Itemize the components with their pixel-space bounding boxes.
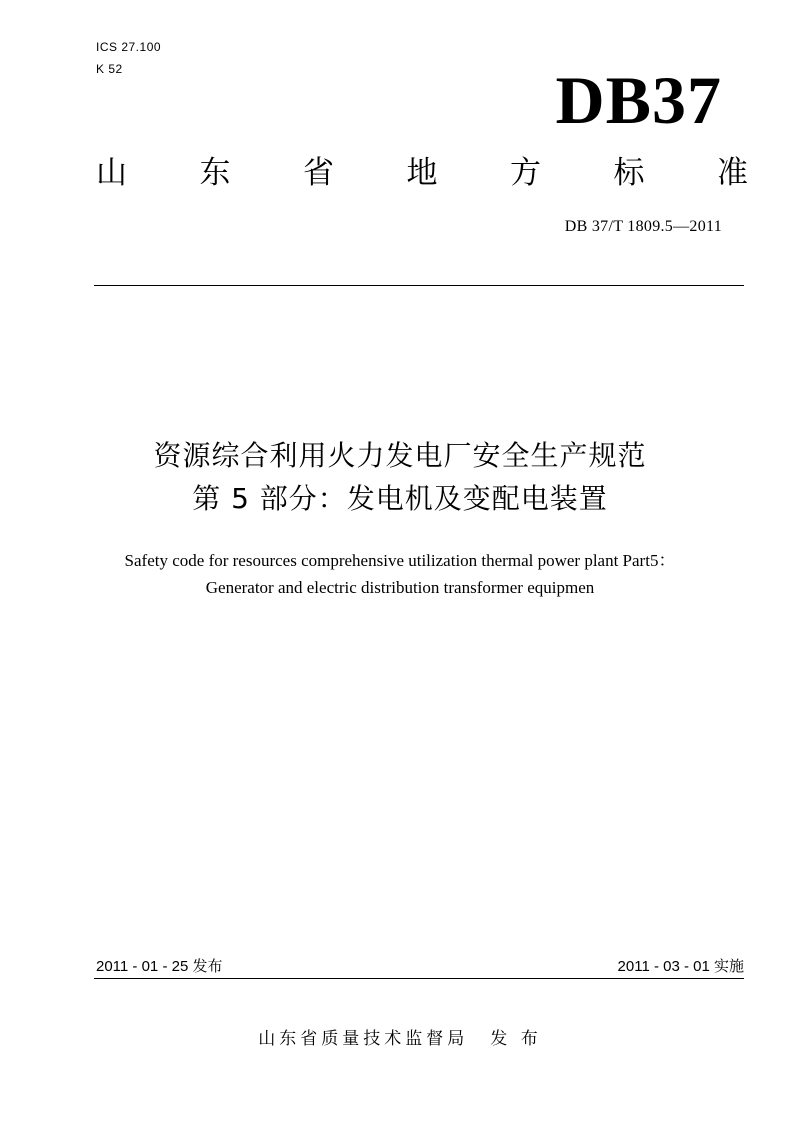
- title-en-line1: Safety code for resources comprehensive utilization thermal power plant Part5：: [124, 551, 676, 570]
- publisher: [0, 1031, 800, 1048]
- standard-logo: DB37: [555, 62, 722, 138]
- publisher-name: 山东省质量技术监督局: [258, 1029, 469, 1049]
- title-en-line2: Generator and electric distribution transformer equipmen: [205, 578, 595, 597]
- top-divider: [94, 285, 744, 286]
- standard-type-char: 山: [96, 155, 127, 191]
- bottom-divider: [94, 978, 744, 979]
- publisher-action: 发 布: [490, 1029, 542, 1049]
- issue-date: 2011 - 01 - 25 发布: [96, 958, 223, 975]
- standard-type-char: 省: [303, 155, 334, 191]
- standard-type-char: 准: [717, 155, 748, 191]
- title-cn-line2: 第 5 部分：发电机及变配电装置: [192, 482, 608, 515]
- ccs-code: K 52: [96, 62, 123, 76]
- implementation-date: 2011 - 03 - 01 实施: [617, 958, 744, 975]
- ics-code: ICS 27.100: [96, 40, 162, 54]
- standard-type: [96, 155, 748, 191]
- standard-type-char: 标: [613, 155, 645, 191]
- standard-number: DB 37/T 1809.5—2011: [564, 218, 722, 235]
- standard-type-char: 方: [510, 155, 541, 191]
- standard-type-char: 东: [199, 155, 231, 191]
- title-cn-line1: 资源综合利用火力发电厂安全生产规范: [153, 439, 647, 472]
- standard-type-char: 地: [406, 155, 438, 191]
